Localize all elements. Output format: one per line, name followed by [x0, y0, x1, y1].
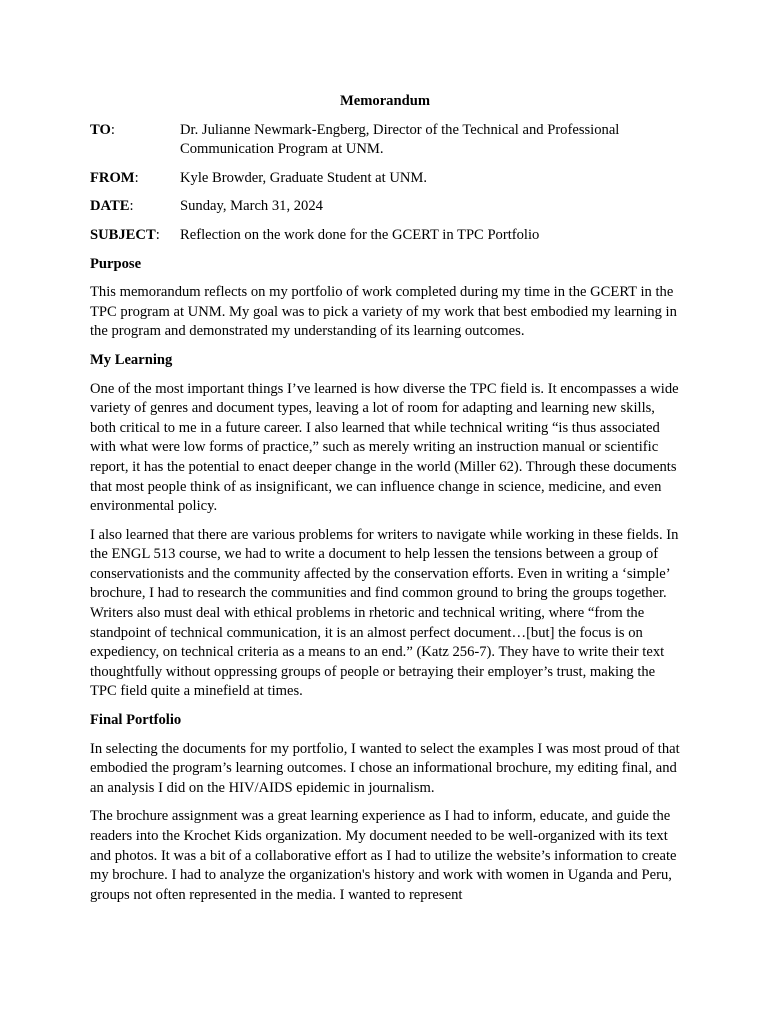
memo-date-row	[90, 197, 680, 217]
my-learning-paragraph-2: I also learned that there are various problems for writers to navigate while working in these fields. In the ENGL 513 course, we had to write a document to help lessen the tensions between a group of conservationists and the community affected by the conservation efforts. Even in writing a ‘simple’ brochure, I had to research the communities and find common ground to bring the groups together. Writers also must deal with ethical problems in rhetoric and technical writing, where “from the standpoint of technical communication, it is an almost perfect document…[but] the focus is on expediency, on technical criteria as a means to an end.” (Katz 256-7). They have to write their text thoughtfully without oppressing groups of people or betraying their employer’s trust, making the TPC field quite a minefield at times.	[90, 526, 679, 700]
from-label-colon: :	[134, 169, 139, 186]
from-value: Kyle Browder, Graduate Student at UNM.	[180, 169, 428, 186]
final-portfolio-paragraph-2: The brochure assignment was a great learning experience as I had to inform, educate, and guide the readers into the Krochet Kids organization. My document needed to be well-organized with its text and photos. It was a bit of a collaborative effort as I had to utilize the website’s information to create my brochure. I had to analyze the organization's history and work with women in Uganda and Peru, groups not often represented in the media. I wanted to represent	[90, 808, 677, 903]
purpose-paragraph-1: This memorandum reflects on my portfolio of work completed during my time in the GCERT in the TPC program at UNM. My goal was to pick a variety of my work that best embodied my learning in the program and demonstrated my understanding of its learning outcomes.	[90, 284, 677, 340]
to-label-colon: :	[110, 121, 115, 138]
to-value: Dr. Julianne Newmark-Engberg, Director of the Technical and Professional Communication Program at UNM.	[180, 121, 620, 158]
from-label: FROM	[90, 169, 135, 186]
memo-to-row	[90, 121, 680, 160]
date-label: DATE	[90, 198, 130, 215]
subject-label-colon: :	[155, 226, 160, 243]
section-heading-my-learning: My Learning	[90, 351, 173, 368]
my-learning-paragraph-1: One of the most important things I’ve learned is how diverse the TPC field is. It encompasses a wide variety of genres and document types, leaving a lot of room for adapting and learning new skills, both critical to me in a future career. I also learned that while technical writing “is thus associated with what were low forms of practice,” such as merely writing an instruction manual or scientific report, it has the potential to enact deeper change in the world (Miller 62). Through these documents that most people think of as insignificant, we can influence change in science, medicine, and even environmental policy.	[90, 380, 679, 515]
memo-subject-row	[90, 226, 680, 246]
memo-document	[90, 92, 680, 914]
memo-from-row	[90, 169, 680, 189]
to-label: TO	[90, 121, 111, 138]
memo-title: Memorandum	[340, 93, 430, 109]
section-heading-final-portfolio: Final Portfolio	[90, 712, 182, 729]
subject-label: SUBJECT	[90, 226, 156, 243]
section-heading-purpose: Purpose	[90, 255, 142, 272]
subject-value: Reflection on the work done for the GCERT in TPC Portfolio	[180, 226, 540, 243]
date-label-colon: :	[129, 198, 134, 215]
date-value: Sunday, March 31, 2024	[180, 198, 323, 215]
final-portfolio-paragraph-1: In selecting the documents for my portfolio, I wanted to select the examples I was most proud of that embodied the program’s learning outcomes. I chose an informational brochure, my editing final, and an analysis I did on the HIV/AIDS epidemic in journalism.	[90, 740, 680, 796]
